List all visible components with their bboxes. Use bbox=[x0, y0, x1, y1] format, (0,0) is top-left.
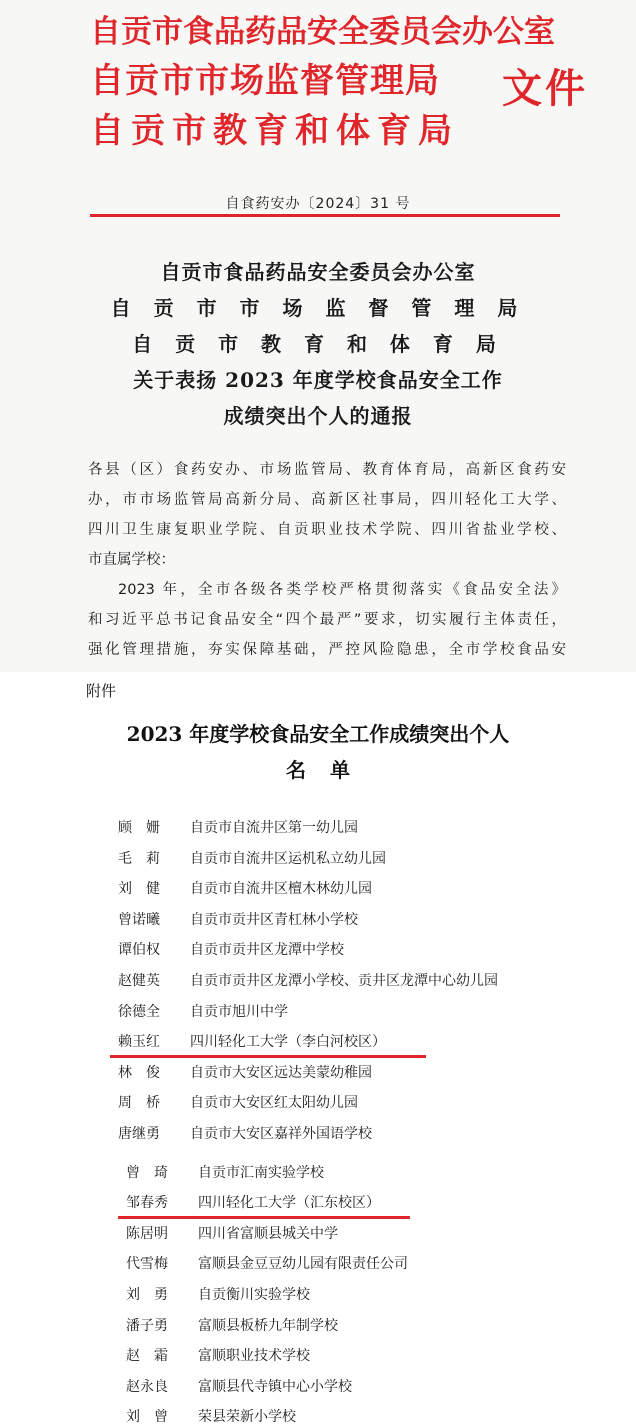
honoree-name: 赖玉红 bbox=[118, 1034, 160, 1051]
honoree-organization: 四川省富顺县城关中学 bbox=[198, 1225, 338, 1242]
title-line-4: 关于表扬 2023 年度学校食品安全工作 bbox=[133, 368, 503, 392]
title-line-2: 自 贡 市 市 场 监 督 管 理 局 bbox=[110, 296, 526, 320]
title-line-5: 成绩突出个人的通报 bbox=[223, 404, 413, 428]
list-item bbox=[126, 1250, 408, 1278]
list-item bbox=[118, 1059, 372, 1087]
red-underline-mark bbox=[118, 1216, 410, 1219]
body-line: 2023 年，全市各级各类学校严格贯彻落实《食品安全法》 bbox=[118, 582, 566, 598]
notice-document bbox=[0, 0, 636, 672]
honoree-name: 顾 姗 bbox=[118, 820, 160, 836]
header-line-3: 自贡市教育和体育局 bbox=[90, 111, 459, 151]
honoree-organization: 富顺县板桥九年制学校 bbox=[198, 1317, 338, 1334]
honoree-organization: 自贡市自流井区檀木林幼儿园 bbox=[190, 881, 372, 898]
list-item bbox=[118, 906, 358, 934]
honoree-name: 徐德全 bbox=[118, 1003, 160, 1020]
list-item bbox=[126, 1312, 338, 1340]
honoree-name: 林 俊 bbox=[118, 1064, 160, 1081]
honoree-name: 唐继勇 bbox=[118, 1126, 160, 1142]
honoree-name: 刘 健 bbox=[118, 881, 160, 898]
honoree-organization: 富顺县代寺镇中心小学校 bbox=[198, 1378, 352, 1395]
attachment-label: 附件 bbox=[86, 682, 117, 700]
header-suffix: 文件 bbox=[502, 65, 588, 112]
honoree-organization: 自贡市贡井区青杠林小学校 bbox=[190, 911, 358, 928]
list-item bbox=[118, 845, 386, 873]
list-item bbox=[118, 998, 288, 1026]
honoree-name: 赵 霜 bbox=[126, 1348, 168, 1365]
title-line-3: 自 贡 市 教 育 和 体 育 局 bbox=[132, 332, 504, 356]
body-line: 强化管理措施，夯实保障基础，严控风险隐患，全市学校食品安 bbox=[88, 642, 566, 658]
attachment-page bbox=[0, 672, 636, 1424]
list-item bbox=[118, 1089, 358, 1117]
honoree-organization: 富顺职业技术学校 bbox=[198, 1348, 310, 1365]
honoree-name: 谭伯权 bbox=[118, 942, 160, 959]
honoree-organization: 自贡衡川实验学校 bbox=[198, 1287, 310, 1303]
list-title-line-1: 2023 年度学校食品安全工作成绩突出个人 bbox=[126, 722, 510, 746]
list-title bbox=[0, 716, 636, 788]
honoree-organization: 自贡市大安区红太阳幼儿园 bbox=[190, 1095, 358, 1112]
honoree-name: 陈居明 bbox=[126, 1225, 168, 1242]
body-line: 四川卫生康复职业学院、自贡职业技术学院、四川省盐业学校、 bbox=[88, 522, 566, 538]
honoree-organization: 自贡市大安区远达美蒙幼稚园 bbox=[190, 1064, 372, 1081]
honoree-organization: 自贡市自流井区运机私立幼儿园 bbox=[190, 850, 386, 867]
honoree-name: 邹春秀 bbox=[126, 1195, 168, 1212]
honoree-name: 潘子勇 bbox=[126, 1317, 168, 1334]
list-item bbox=[118, 1120, 372, 1148]
body-line: 和习近平总书记食品安全“四个最严”要求，切实履行主体责任， bbox=[88, 612, 566, 628]
honoree-name: 代雪梅 bbox=[126, 1256, 168, 1273]
list-item bbox=[118, 936, 344, 964]
honoree-organization: 四川轻化工大学（汇东校区） bbox=[198, 1195, 380, 1212]
notice-title bbox=[0, 254, 636, 434]
list-item bbox=[126, 1403, 296, 1424]
title-line-1: 自贡市食品药品安全委员会办公室 bbox=[160, 260, 476, 284]
body-line: 各县（区）食药安办、市场监管局、教育体育局，高新区食药安 bbox=[88, 462, 566, 478]
honoree-name: 赵永良 bbox=[126, 1378, 168, 1395]
header-line-2: 自贡市市场监督管理局 bbox=[90, 61, 440, 101]
list-item bbox=[126, 1373, 352, 1401]
honoree-organization: 富顺县金豆豆幼儿园有限责任公司 bbox=[198, 1256, 408, 1273]
list-item bbox=[118, 814, 358, 842]
red-divider bbox=[90, 214, 560, 217]
honoree-organization: 荣县荣新小学校 bbox=[198, 1409, 296, 1424]
red-underline-mark bbox=[110, 1055, 426, 1058]
honoree-organization: 自贡市汇南实验学校 bbox=[198, 1164, 324, 1181]
list-item bbox=[118, 967, 498, 995]
list-item bbox=[126, 1342, 310, 1370]
honoree-organization: 自贡市旭川中学 bbox=[190, 1003, 288, 1020]
honoree-name: 赵健英 bbox=[118, 973, 160, 989]
header-line-1: 自贡市食品药品安全委员会办公室 bbox=[90, 14, 555, 50]
list-item bbox=[126, 1220, 338, 1248]
honoree-name: 刘 勇 bbox=[126, 1287, 168, 1303]
list-item bbox=[118, 875, 372, 903]
honoree-organization: 自贡市大安区嘉祥外国语学校 bbox=[190, 1126, 372, 1142]
honoree-organization: 自贡市贡井区龙潭中学校 bbox=[190, 942, 344, 959]
honoree-name: 周 桥 bbox=[118, 1095, 160, 1112]
honoree-organization: 四川轻化工大学（李白河校区） bbox=[190, 1034, 386, 1051]
body-line: 办，市市场监管局高新分局、高新区社事局，四川轻化工大学、 bbox=[88, 492, 566, 508]
honoree-organization: 自贡市自流井区第一幼儿园 bbox=[190, 820, 358, 836]
list-item bbox=[126, 1281, 310, 1309]
body-line: 市直属学校： bbox=[88, 552, 175, 568]
notice-body bbox=[88, 455, 566, 665]
honoree-name: 刘 曾 bbox=[126, 1409, 168, 1424]
honoree-name: 曾 琦 bbox=[126, 1164, 168, 1181]
list-title-line-2: 名单 bbox=[286, 758, 374, 782]
list-item bbox=[126, 1189, 380, 1217]
honoree-organization: 自贡市贡井区龙潭小学校、贡井区龙潭中心幼儿园 bbox=[190, 973, 498, 989]
honoree-name: 毛 莉 bbox=[118, 850, 160, 867]
document-number: 自食药安办〔2024〕31 号 bbox=[225, 196, 411, 212]
honoree-name: 曾诺曦 bbox=[118, 911, 160, 928]
list-item bbox=[118, 1028, 386, 1056]
list-item bbox=[126, 1159, 324, 1187]
